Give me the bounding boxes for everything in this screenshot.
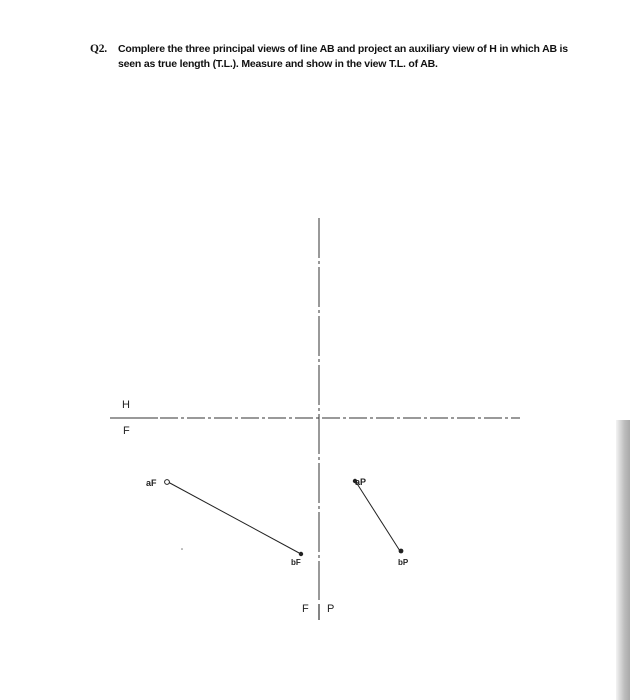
label-f: F (123, 425, 130, 437)
point-bf-marker (299, 552, 303, 556)
line-ab-front-view (168, 482, 301, 554)
question-number: Q2. (90, 43, 107, 55)
label-p: P (327, 603, 335, 615)
question-line-2: seen as true length (T.L.). Measure and show in the view T.L. of AB. (118, 58, 438, 70)
point-bp-marker (399, 549, 404, 554)
point-af-label: aF (146, 478, 157, 488)
point-bp-label: bP (398, 558, 409, 567)
question-line-1: Complere the three principal views of line AB and project an auxiliary view of H in which AB is (118, 43, 568, 55)
line-ab-profile-view (356, 482, 400, 551)
point-ap-label: aP (355, 477, 367, 487)
stray-mark (181, 548, 183, 550)
label-h: H (122, 399, 130, 411)
label-f-vertical: F (302, 603, 309, 615)
point-bf-label: bF (291, 558, 301, 567)
page-edge-shadow (616, 420, 630, 700)
point-af-marker (165, 480, 170, 485)
